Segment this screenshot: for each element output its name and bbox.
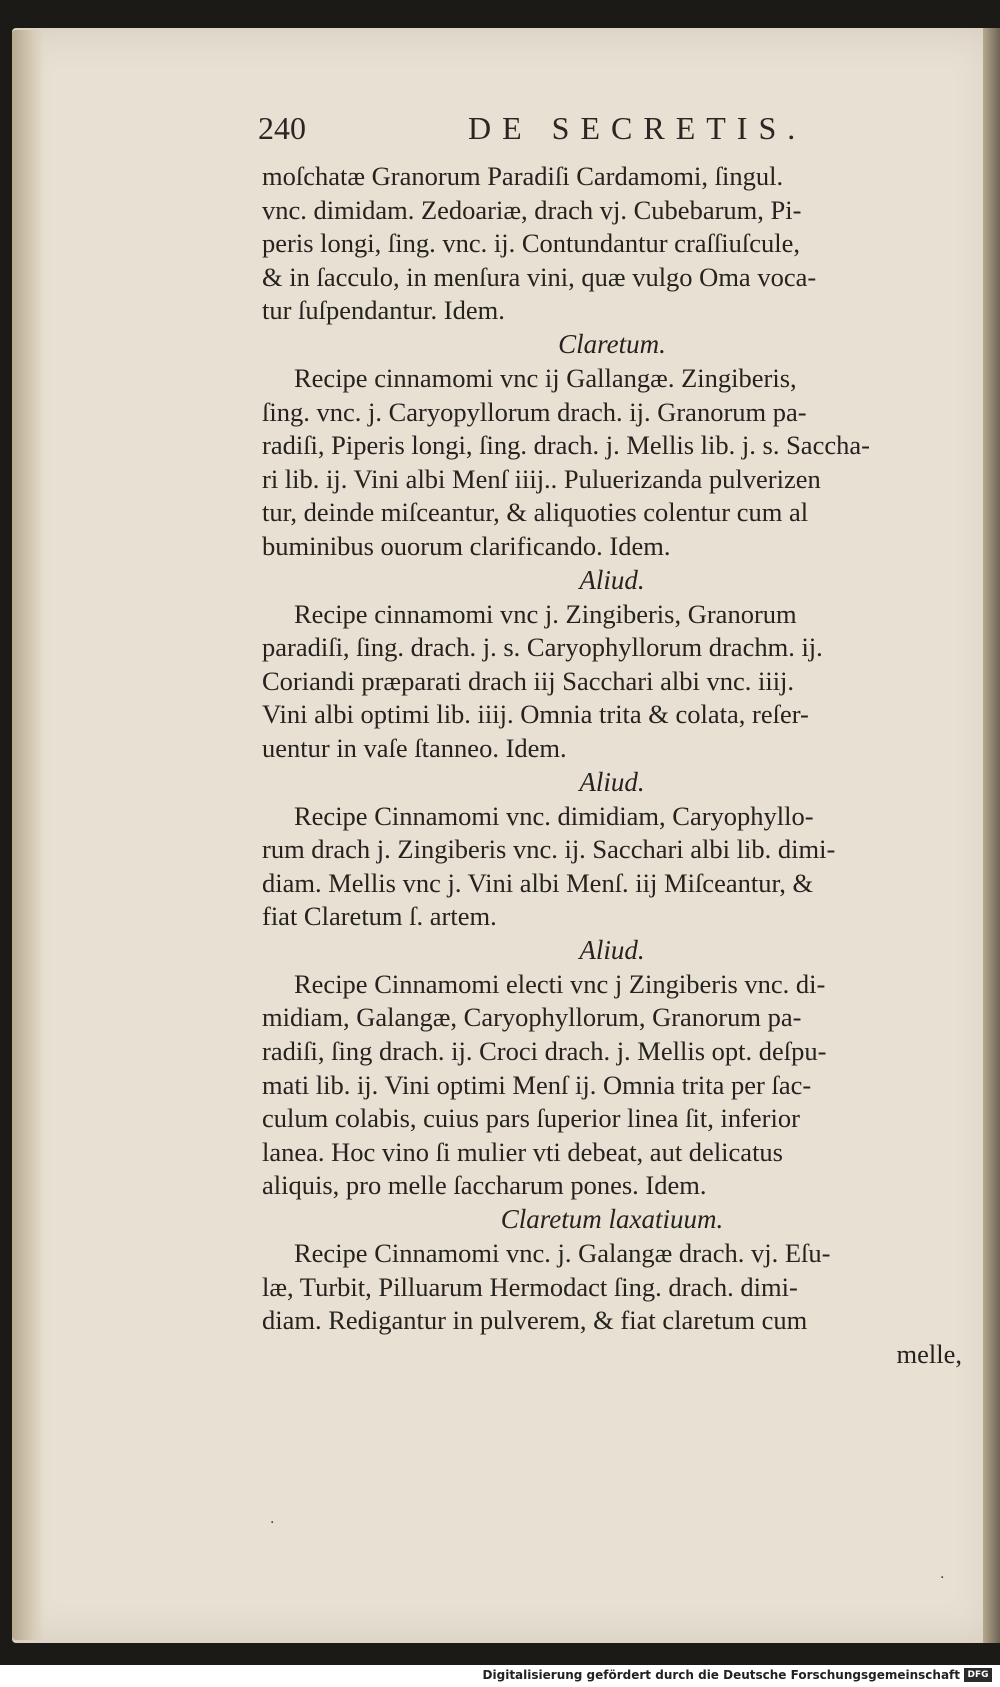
section-heading: Claretum laxatiuum. — [500, 1204, 724, 1235]
page-text — [262, 160, 962, 1371]
text-line: læ, Turbit, Pilluarum Hermodact ſing. drach. dimi- — [262, 1271, 798, 1302]
text-line: culum colabis, cuius pars ſuperior linea ſit, inferior — [262, 1103, 800, 1134]
text-line: Recipe Cinnamomi vnc. j. Galangæ drach. vj. Eſu- — [294, 1238, 831, 1269]
section-heading: Aliud. — [579, 564, 645, 595]
page-number: 240 — [258, 110, 306, 146]
text-line: & in ſacculo, in menſura vini, quæ vulgo Oma voca- — [262, 261, 817, 292]
text-line: fiat Claretum ſ. artem. — [262, 901, 497, 932]
text-line: mati lib. ij. Vini optimi Menſ ij. Omnia trita per ſac- — [262, 1069, 812, 1100]
text-line: aliquis, pro melle ſaccharum pones. Idem. — [262, 1170, 707, 1201]
text-line: moſchatæ Granorum Paradiſi Cardamomi, ſingul. — [262, 161, 784, 191]
text-line: Recipe cinnamomi vnc ij Gallangæ. Zingiberis, — [294, 362, 797, 393]
ink-speck: · — [940, 1570, 945, 1586]
text-line: radiſi, Piperis longi, ſing. drach. j. Mellis lib. j. s. Saccha- — [262, 430, 870, 461]
text-line: Coriandi præparati drach iij Sacchari albi vnc. iiij. — [262, 665, 795, 696]
text-line: peris longi, ſing. vnc. ij. Contundantur craſſiuſcule, — [262, 228, 800, 259]
text-line: buminibus ouorum clarificando. Idem. — [262, 530, 671, 561]
ink-speck: · — [270, 1515, 275, 1531]
digitization-footer — [0, 1665, 1000, 1687]
page-header — [258, 110, 958, 160]
text-line: midiam, Galangæ, Caryophyllorum, Granorum pa- — [262, 1002, 802, 1033]
text-line: lanea. Hoc vino ſi mulier vti debeat, aut delicatus — [262, 1136, 783, 1167]
text-line: radiſi, ſing drach. ij. Croci drach. j. Mellis opt. deſpu- — [262, 1036, 827, 1067]
footer-credit: Digitalisierung gefördert durch die Deutsche Forschungsgemeinschaft — [482, 1668, 960, 1682]
text-line: diam. Mellis vnc j. Vini albi Menſ. iij Miſceantur, & — [262, 867, 814, 898]
text-line: Vini albi optimi lib. iiij. Omnia trita & colata, reſer- — [262, 699, 809, 730]
text-line: tur ſuſpendantur. Idem. — [262, 295, 505, 326]
text-line: Recipe cinnamomi vnc j. Zingiberis, Granorum — [294, 598, 797, 629]
text-line: ri lib. ij. Vini albi Menſ iiij.. Puluerizanda pulverizen — [262, 463, 821, 494]
text-line: vnc. dimidam. Zedoariæ, drach vj. Cubebarum, Pi- — [262, 194, 802, 225]
dfg-logo-icon: DFG — [964, 1668, 992, 1682]
text-line: uentur in vaſe ſtanneo. Idem. — [262, 732, 567, 763]
text-line: paradiſi, ſing. drach. j. s. Caryophyllorum drachm. ij. — [262, 632, 823, 663]
section-heading: Aliud. — [579, 766, 645, 797]
text-line: rum drach j. Zingiberis vnc. ij. Sacchari albi lib. dimi- — [262, 834, 836, 865]
catchword: melle, — [896, 1338, 962, 1369]
text-line: Recipe Cinnamomi vnc. dimidiam, Caryophyllo- — [294, 800, 814, 831]
page-right-edge — [983, 28, 1000, 1643]
running-title: DE SECRETIS. — [468, 110, 807, 146]
section-heading: Aliud. — [579, 934, 645, 965]
text-line: Recipe Cinnamomi electi vnc j Zingiberis vnc. di- — [294, 968, 826, 999]
text-line: ſing. vnc. j. Caryopyllorum drach. ij. Granorum pa- — [262, 396, 807, 427]
section-heading: Claretum. — [558, 328, 666, 359]
text-line: tur, deinde miſceantur, & aliquoties colentur cum al — [262, 497, 809, 528]
page-left-edge — [12, 30, 44, 1640]
text-line: diam. Redigantur in pulverem, & fiat claretum cum — [262, 1305, 808, 1336]
